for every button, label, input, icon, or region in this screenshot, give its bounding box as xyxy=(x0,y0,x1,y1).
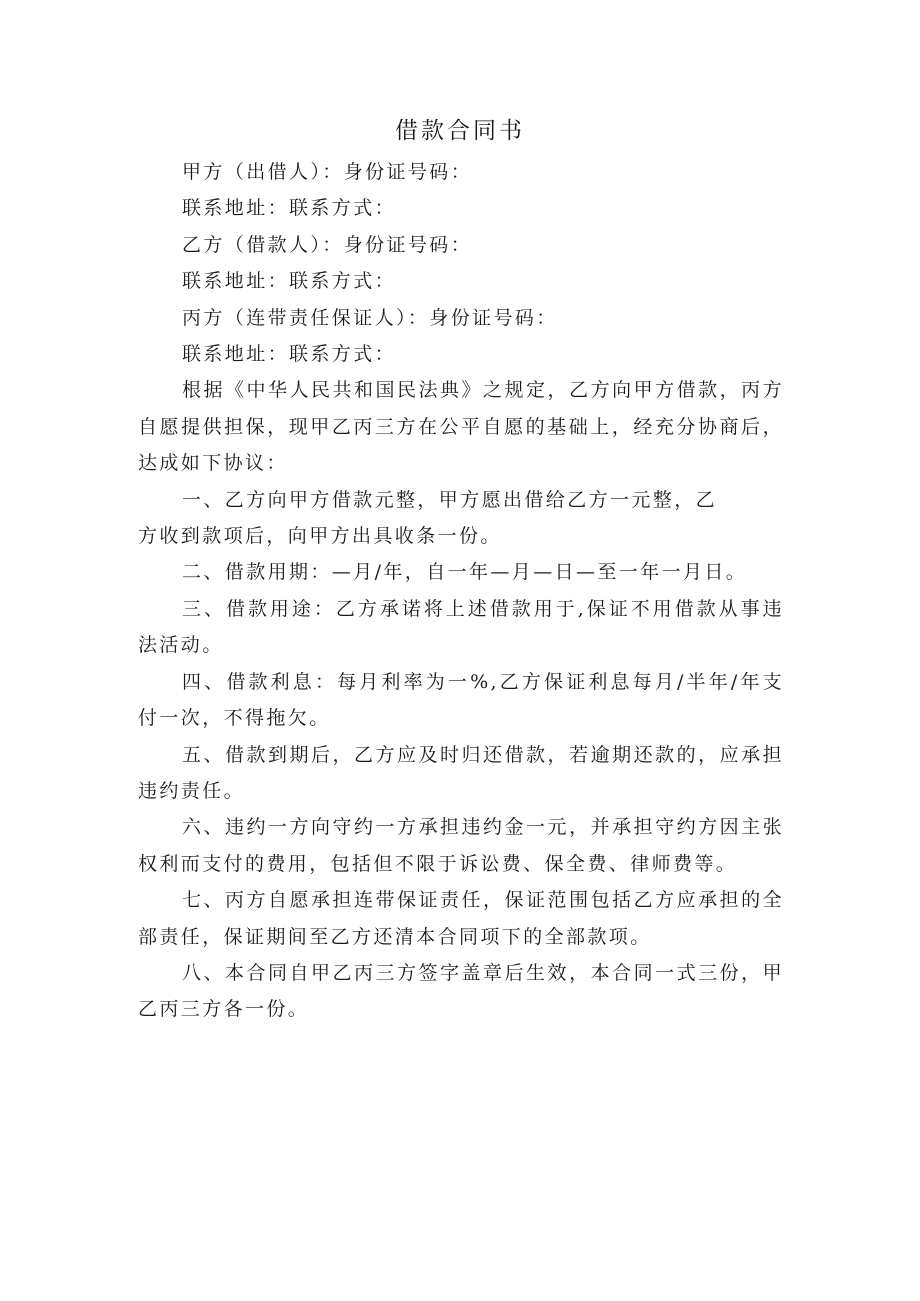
clause-2: 二、借款用期：—月/年，自一年—月—日—至一年一月日。 xyxy=(182,561,748,584)
contract-body xyxy=(138,154,784,1028)
party-c-contact: 联系地址：联系方式： xyxy=(182,343,397,366)
clause-7: 七、丙方自愿承担连带保证责任，保证范围包括乙方应承担的全部责任，保证期间至乙方还清本合同项下的全部款项。 xyxy=(138,889,784,948)
document-title: 借款合同书 xyxy=(395,118,525,144)
clause-8: 八、本合同自甲乙丙三方签字盖章后生效，本合同一式三份，甲乙丙三方各一份。 xyxy=(138,961,784,1021)
party-b-id: 乙方（借款人）：身份证号码： xyxy=(182,233,473,256)
clause-4: 四、借款利息：每月利率为一%,乙方保证利息每月/半年/年支付一次，不得拖欠。 xyxy=(138,670,784,730)
clause-1 xyxy=(138,482,784,555)
clause-3: 三、借款用途：乙方承诺将上述借款用于,保证不用借款从事违法活动。 xyxy=(138,597,784,657)
preamble-paragraph: 根据《中华人民共和国民法典》之规定，乙方向甲方借款，丙方自愿提供担保，现甲乙丙三方在公平自愿的基础上，经充分协商后，达成如下协议： xyxy=(138,379,784,475)
party-b-contact: 联系地址：联系方式： xyxy=(182,270,397,293)
party-a-id: 甲方（出借人）：身份证号码： xyxy=(182,161,473,183)
clause-1-line-2: 方收到款项后，向甲方出具收条一份。 xyxy=(138,525,502,548)
clause-1-line-1: 一、乙方向甲方借款元整，甲方愿出借给乙方一元整，乙 xyxy=(182,488,718,511)
clause-6: 六、违约一方向守约一方承担违约金一元，并承担守约方因主张权利而支付的费用，包括但不限于诉讼费、保全费、律师费等。 xyxy=(138,816,784,875)
party-a-contact: 联系地址：联系方式： xyxy=(182,197,397,220)
clause-5: 五、借款到期后，乙方应及时归还借款，若逾期还款的，应承担违约责任。 xyxy=(138,743,784,802)
party-c-id: 丙方（连带责任保证人）：身份证号码： xyxy=(182,306,558,329)
